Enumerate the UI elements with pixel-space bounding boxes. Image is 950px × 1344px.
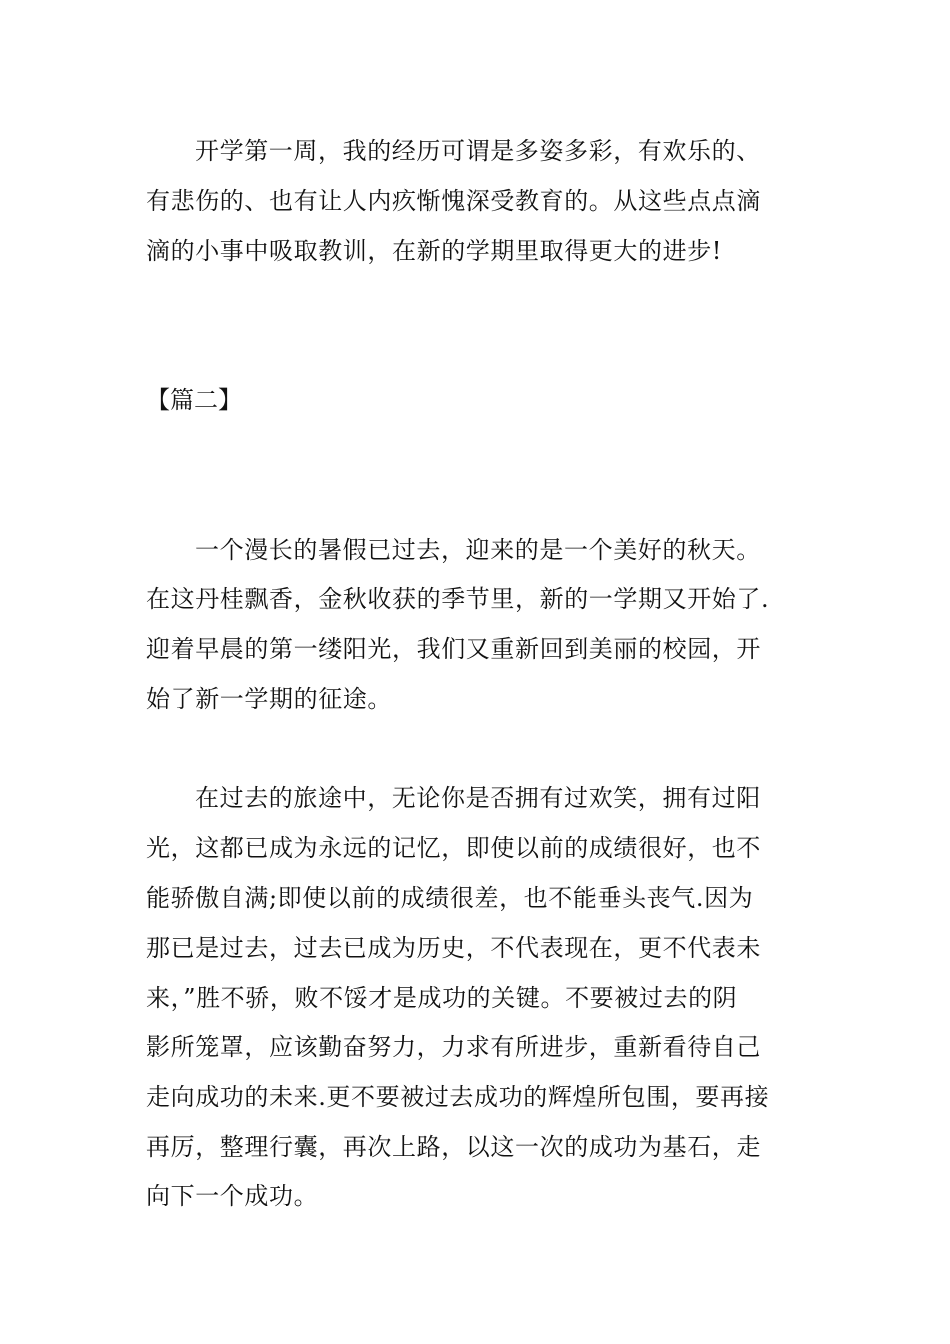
paragraph-line: 迎着早晨的第一缕阳光，我们又重新回到美丽的校园，开 — [146, 635, 761, 663]
paragraph-line: 在这丹桂飘香，金秋收获的季节里，新的一学期又开始了. — [146, 585, 770, 613]
paragraph-line: 影所笼罩，应该勤奋努力，力求有所进步，重新看待自己 — [146, 1033, 761, 1061]
paragraph-line: 始了新一学期的征途。 — [146, 685, 392, 713]
paragraph-line: 光，这都已成为永远的记忆，即使以前的成绩很好，也不 — [146, 834, 761, 862]
section-heading: 【篇二】 — [146, 386, 242, 414]
paragraph-line: 再厉，整理行囊，再次上路，以这一次的成功为基石，走 — [146, 1133, 761, 1161]
paragraph-line: 有悲伤的、也有让人内疚惭愧深受教育的。从这些点点滴 — [146, 187, 761, 215]
paragraph-line: 走向成功的未来.更不要被过去成功的辉煌所包围，要再接 — [146, 1083, 770, 1111]
paragraph-line: 一个漫长的暑假已过去，迎来的是一个美好的秋天。 — [195, 536, 761, 564]
paragraph-line: 在过去的旅途中，无论你是否拥有过欢笑，拥有过阳 — [195, 784, 761, 812]
paragraph-line: 向下一个成功。 — [146, 1182, 319, 1210]
paragraph-line: 那已是过去，过去已成为历史，不代表现在，更不代表未 — [146, 934, 761, 962]
paragraph-line: 能骄傲自满;即使以前的成绩很差，也不能垂头丧气.因为 — [146, 884, 754, 912]
paragraph-line: 滴的小事中吸取教训，在新的学期里取得更大的进步! — [146, 237, 723, 265]
paragraph-line: 来，”胜不骄，败不馁才是成功的关键。不要被过去的阴 — [146, 984, 738, 1012]
paragraph-line: 开学第一周，我的经历可谓是多姿多彩，有欢乐的、 — [195, 137, 761, 165]
